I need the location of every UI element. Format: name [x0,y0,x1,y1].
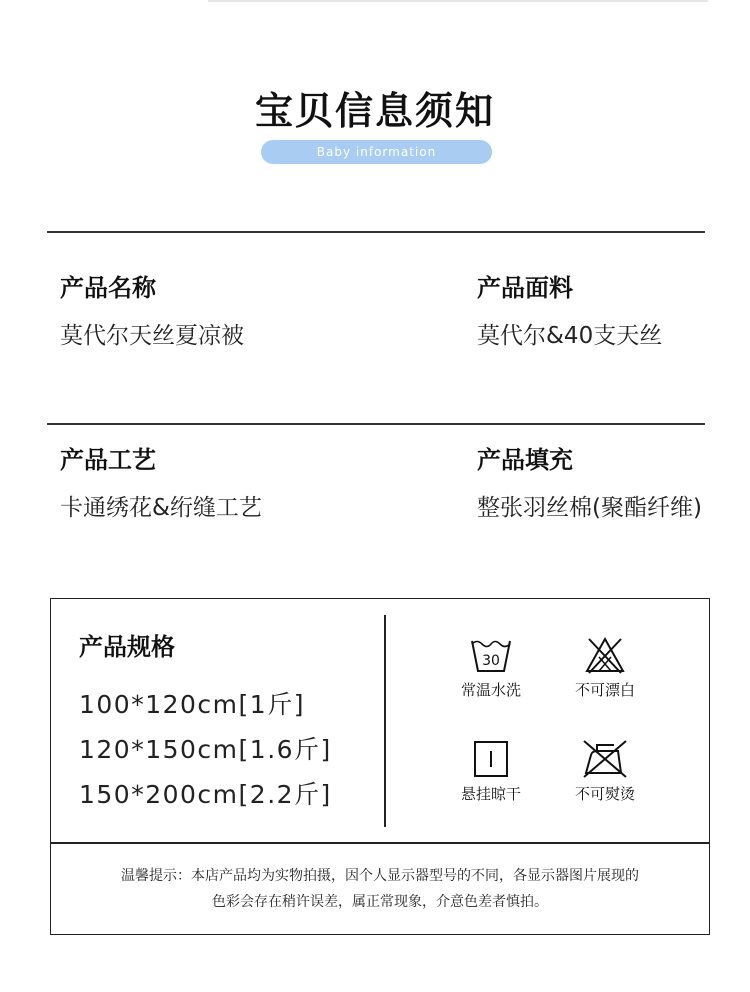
care-label: 不可熨烫 [574,785,635,803]
note-line: 色彩会存在稍许误差，属正常现象，介意色差者慎拍。 [212,894,548,910]
no-bleach-icon [583,635,627,675]
warm-tip-note [51,863,709,915]
hang-dry-icon [469,739,513,779]
info-value: 莫代尔天丝夏凉被 [60,323,244,349]
no-iron-icon [580,739,630,779]
info-product-craft [60,440,262,522]
spec-line: 120*150cm[1.6斤] [79,735,332,764]
info-value: 莫代尔&40支天丝 [477,323,663,349]
top-decor-line [208,0,708,2]
spec-care-box [50,598,710,935]
divider-middle [47,423,705,425]
divider-top [47,231,705,233]
svg-text:30: 30 [482,653,500,669]
care-hang-dry [441,739,541,804]
spec-line: 150*200cm[2.2斤] [79,780,332,809]
care-wash [441,635,541,700]
page-title: 宝贝信息须知 [254,89,495,133]
care-label: 不可漂白 [574,681,635,699]
info-label: 产品填充 [477,446,573,474]
info-label: 产品名称 [60,274,156,302]
info-label: 产品面料 [477,274,573,302]
care-no-bleach [555,635,655,700]
info-product-fabric [477,268,662,350]
box-horizontal-divider [51,842,709,844]
subtitle-pill: Baby information [261,140,492,164]
info-value: 整张羽丝棉(聚酯纤维) [477,495,702,521]
care-no-iron [555,739,655,804]
spec-title: 产品规格 [79,633,175,661]
info-label: 产品工艺 [60,446,156,474]
care-label: 悬挂晾干 [460,785,521,803]
care-label: 常温水洗 [460,681,521,699]
info-product-name [60,268,244,350]
info-value: 卡通绣花&绗缝工艺 [60,495,262,521]
note-line: 温馨提示：本店产品均为实物拍摄，因个人显示器型号的不同，各显示器图片展现的 [121,868,639,884]
wash-30-icon [469,635,513,675]
spec-line: 100*120cm[1斤] [79,690,305,719]
info-product-filling [477,440,702,522]
box-vertical-divider [384,615,386,827]
